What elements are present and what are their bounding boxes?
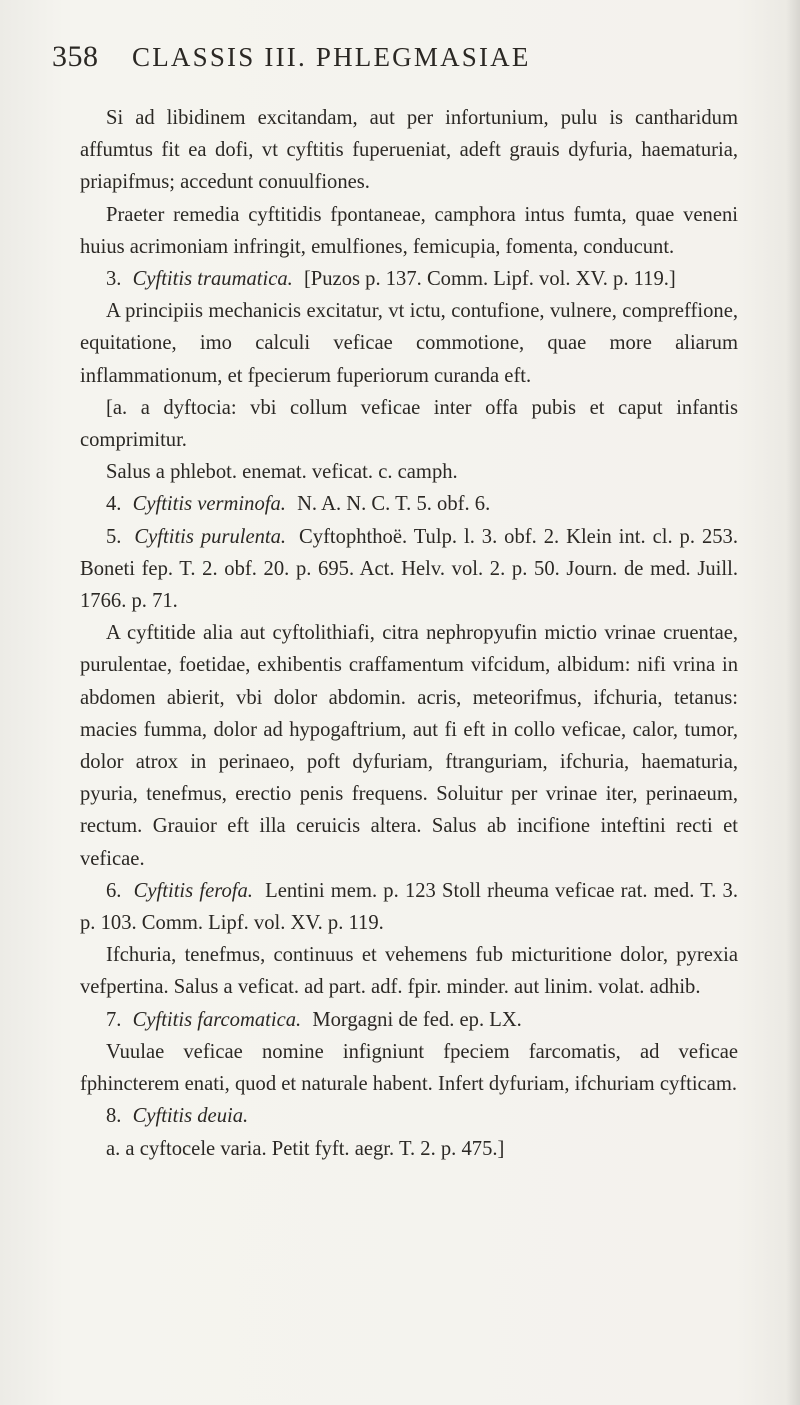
section-heading <box>80 521 738 618</box>
section-title: Cyftitis verminofa. <box>132 493 286 516</box>
section-reference: Morgagni de fed. ep. LX. <box>312 1008 522 1031</box>
section-number: 4. <box>106 493 122 516</box>
section-heading <box>80 263 738 295</box>
section-title: Cyftitis purulenta. <box>134 525 287 548</box>
paragraph: Si ad libidinem excitandam, aut per infortunium, pulu is cantharidum affumtus fit ea dofi, vt cyftitis fuperueniat, adeft grauis dyfuria, haematuria, priapifmus; accedunt conuulfiones. <box>80 107 738 194</box>
section-reference: Cyftophthoë. Tulp. l. 3. obf. 2. Klein int. cl. p. 253. Boneti fep. T. 2. obf. 20. p. 695. Act. Helv. vol. 2. p. 50. Journ. de med. Juill. 1766. p. 71. <box>80 525 738 613</box>
page-number: 358 <box>52 40 99 73</box>
section-reference: Lentini mem. p. 123 Stoll rheuma veficae rat. med. T. 3. p. 103. Comm. Lipf. vol. XV. p. 119. <box>80 879 738 935</box>
section-number: 8. <box>106 1105 122 1128</box>
page-edge-shadow <box>786 0 800 1405</box>
body-text <box>80 102 738 1165</box>
paragraph: Salus a phlebot. enemat. veficat. c. camph. <box>106 461 458 484</box>
page-header <box>52 40 738 102</box>
section-number: 3. <box>106 268 122 291</box>
running-head: CLASSIS III. PHLEGMASIAE <box>132 42 531 72</box>
section-title: Cyftitis ferofa. <box>133 879 253 902</box>
section-reference: N. A. N. C. T. 5. obf. 6. <box>297 493 491 516</box>
subsection: [a. a dyftocia: vbi collum veficae inter offa pubis et caput infantis comprimitur. <box>80 396 738 452</box>
paragraph: A cyftitide alia aut cyftolithiafi, citra nephropyufin mictio vrinae cruentae, purulentae, foetidae, exhibentis craffamentum vifcidum, albidum: nifi vrina in abdomen abierit, vbi dolor abdomin. acris, meteorifmus, ifchuria, tetanus: macies fumma, dolor ad hypogaftrium, aut fi eft in collo veficae, calor, tumor, dolor atrox in perinaeo, poft dyfuriam, ftranguriam, ifchuria, haematuria, pyuria, tenefmus, erectio penis frequens. Soluitur per vrinae iter, perinaeum, rectum. Grauior eft illa ceruicis altera. Salus ab incifione inteftini recti et veficae. <box>80 622 738 870</box>
paragraph: Vuulae veficae nomine infigniunt fpeciem farcomatis, ad veficae fphincterem enati, quod et naturale habent. Infert dyfuriam, ifchuriam cyfticam. <box>80 1040 738 1096</box>
paragraph: Praeter remedia cyftitidis fpontaneae, camphora intus fumta, quae veneni huius acrimoniam infringit, emulfiones, femicupia, fomenta, conducunt. <box>80 203 738 258</box>
section-heading <box>80 488 738 520</box>
subsection: a. a cyftocele varia. Petit fyft. aegr. T. 2. p. 475.] <box>106 1137 505 1160</box>
section-number: 5. <box>106 525 122 548</box>
section-heading <box>80 875 738 939</box>
section-heading <box>80 1004 738 1036</box>
section-number: 7. <box>106 1008 122 1031</box>
section-title: Cyftitis traumatica. <box>132 268 293 291</box>
section-title: Cyftitis farcomatica. <box>132 1008 302 1031</box>
section-title: Cyftitis deuia. <box>132 1105 249 1128</box>
section-reference: [Puzos p. 137. Comm. Lipf. vol. XV. p. 119.] <box>303 268 676 291</box>
section-heading <box>80 1100 738 1132</box>
section-number: 6. <box>106 879 122 902</box>
paragraph: A principiis mechanicis excitatur, vt ictu, contufione, vulnere, compreffione, equitatione, imo calculi veficae commotione, quae more aliarum inflammationum, et fpecierum fuperiorum curanda eft. <box>80 300 738 387</box>
paragraph: Ifchuria, tenefmus, continuus et vehemens fub micturitione dolor, pyrexia vefpertina. Salus a veficat. ad part. adf. fpir. minder. aut linim. volat. adhib. <box>80 944 738 999</box>
